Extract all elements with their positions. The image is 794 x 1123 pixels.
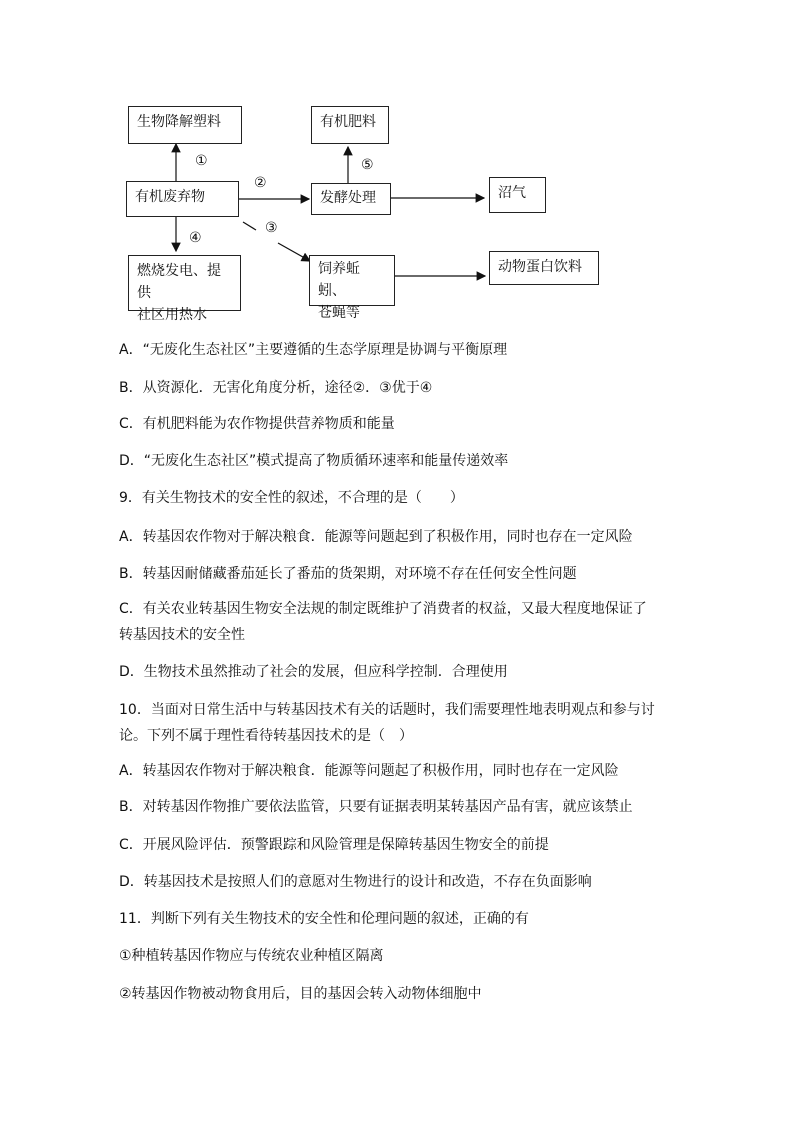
q11-stem: 11．判断下列有关生物技术的安全性和伦理问题的叙述，正确的有 bbox=[119, 911, 529, 927]
q10-option-b: B．对转基因作物推广要依法监管，只要有证据表明某转基因产品有害，就应该禁止 bbox=[119, 799, 633, 815]
label-3: ③ bbox=[265, 220, 278, 236]
box-fermentation-label: 发酵处理 bbox=[320, 190, 376, 206]
box-feeding-line1: 饲养蚯蚓、 bbox=[318, 261, 360, 299]
box-organic-waste bbox=[126, 181, 239, 217]
label-2: ② bbox=[254, 175, 267, 191]
box-fermentation bbox=[311, 183, 391, 215]
box-biogas-label: 沼气 bbox=[498, 185, 526, 201]
arrow-3-part1 bbox=[243, 222, 256, 230]
diagram-arrows bbox=[0, 0, 794, 320]
box-animal-protein bbox=[489, 251, 599, 285]
q11-statement-2: ②转基因作物被动物食用后，目的基因会转入动物体细胞中 bbox=[119, 986, 482, 1002]
q10-option-d: D．转基因技术是按照人们的意愿对生物进行的设计和改造，不存在负面影响 bbox=[119, 874, 592, 890]
box-organic-waste-label: 有机废弃物 bbox=[135, 189, 205, 205]
label-1: ① bbox=[195, 153, 208, 169]
q8-option-a: A．“无废化生态社区”主要遵循的生态学原理是协调与平衡原理 bbox=[119, 342, 508, 358]
waste-flow-diagram bbox=[0, 0, 794, 323]
box-organic-fertilizer-label: 有机肥料 bbox=[320, 114, 376, 130]
q10-stem: 10．当面对日常生活中与转基因技术有关的话题时，我们需要理性地表明观点和参与讨论。下列不属于理性看待转基因技术的是（ ） bbox=[119, 702, 655, 744]
box-burning-line1: 燃烧发电、提供 bbox=[137, 263, 221, 301]
q8-option-d: D．“无废化生态社区”模式提高了物质循环速率和能量传递效率 bbox=[119, 453, 509, 469]
q8-option-b: B．从资源化．无害化角度分析，途径②．③优于④ bbox=[119, 380, 433, 396]
q9-option-d: D．生物技术虽然推动了社会的发展，但应科学控制．合理使用 bbox=[119, 664, 508, 680]
q10-option-c: C．开展风险评估．预警跟踪和风险管理是保障转基因生物安全的前提 bbox=[119, 837, 549, 853]
q9-option-b: B．转基因耐储藏番茄延长了番茄的货架期，对环境不存在任何安全性问题 bbox=[119, 566, 577, 582]
q10-option-a: A．转基因农作物对于解决粮食．能源等问题起了积极作用，同时也存在一定风险 bbox=[119, 763, 619, 779]
box-bioplastic bbox=[128, 106, 242, 144]
box-bioplastic-label: 生物降解塑料 bbox=[137, 114, 221, 130]
box-biogas bbox=[489, 177, 546, 213]
box-organic-fertilizer bbox=[311, 106, 389, 144]
q8-option-c: C．有机肥料能为农作物提供营养物质和能量 bbox=[119, 416, 395, 432]
q11-statement-1: ①种植转基因作物应与传统农业种植区隔离 bbox=[119, 948, 384, 964]
q9-option-c: C．有关农业转基因生物安全法规的制定既维护了消费者的权益，又最大程度地保证了转基因技术的安全性 bbox=[119, 601, 647, 643]
box-feeding-line2: 苍蝇等 bbox=[318, 305, 360, 321]
arrow-3-part2 bbox=[278, 243, 310, 261]
box-burning-line2: 社区用热水 bbox=[137, 307, 207, 323]
label-4: ④ bbox=[189, 230, 202, 246]
box-burning bbox=[128, 255, 241, 323]
box-animal-protein-label: 动物蛋白饮料 bbox=[498, 259, 582, 275]
q9-option-a: A．转基因农作物对于解决粮食．能源等问题起到了积极作用，同时也存在一定风险 bbox=[119, 529, 633, 545]
q9-stem: 9．有关生物技术的安全性的叙述，不合理的是（ ） bbox=[119, 490, 464, 506]
label-5: ⑤ bbox=[361, 157, 374, 173]
box-feeding bbox=[309, 255, 395, 321]
